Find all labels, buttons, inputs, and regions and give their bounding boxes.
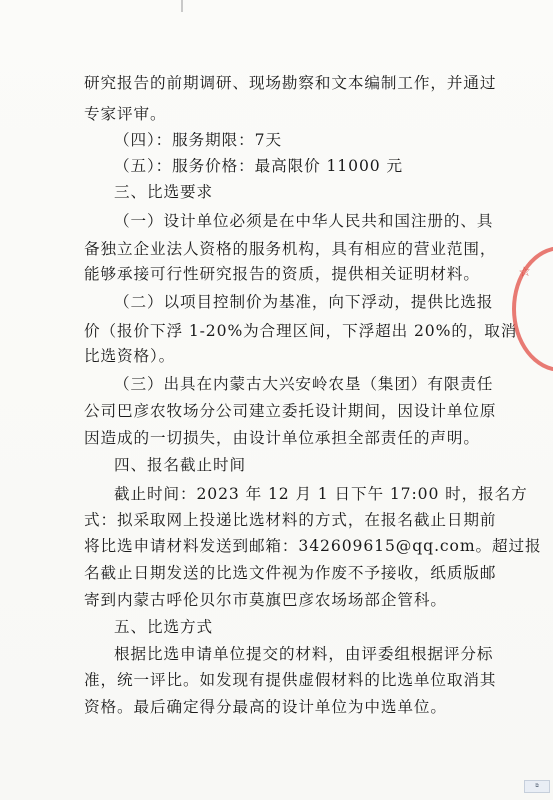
paragraph-line: （二）以项目控制价为基准，向下浮动，提供比选报 [114, 293, 494, 311]
paragraph-line: 将比选申请材料发送到邮箱：342609615@qq.com。超过报 [84, 537, 542, 555]
service-period-line: （四）：服务期限：7天 [114, 131, 282, 149]
page-edge-mark [181, 0, 183, 12]
section-heading: 四、报名截止时间 [114, 456, 246, 474]
paragraph-line: 式：拟采取网上投递比选材料的方式，在报名截止日期前 [84, 511, 497, 529]
paragraph-line: 准，统一评比。如发现有提供虚假材料的比选单位取消其 [84, 671, 497, 689]
paragraph-line: 根据比选申请单位提交的材料，由评委组根据评分标 [114, 645, 494, 663]
section-heading: 三、比选要求 [114, 183, 213, 201]
paragraph-line: （三）出具在内蒙古大兴安岭农垦（集团）有限责任 [114, 375, 494, 393]
paragraph-line: 专家评审。 [84, 105, 167, 123]
paragraph-line: 寄到内蒙古呼伦贝尔市莫旗巴彦农场场部企管科。 [84, 591, 447, 609]
section-heading: 五、比选方式 [114, 618, 213, 636]
paragraph-line: 价（报价下浮 1-20%为合理区间，下浮超出 20%的，取消 [84, 322, 518, 340]
scan-watermark-badge: ⧉ [524, 780, 550, 793]
red-seal-lettering: ☆ [517, 263, 533, 282]
paragraph-line: 备独立企业法人资格的服务机构，具有相应的营业范围， [84, 240, 497, 258]
paragraph-line: 资格。最后确定得分最高的设计单位为中选单位。 [84, 698, 447, 716]
paragraph-line: 比选资格）。 [84, 347, 176, 365]
paragraph-line: 研究报告的前期调研、现场勘察和文本编制工作，并通过 [84, 74, 497, 92]
paragraph-line: 截止时间：2023 年 12 月 1 日下午 17:00 时，报名方 [114, 485, 528, 503]
paragraph-line: 公司巴彦农牧场分公司建立委托设计期间，因设计单位原 [84, 402, 497, 420]
paragraph-line: 名截止日期发送的比选文件视为作废不予接收，纸质版邮 [84, 564, 497, 582]
paragraph-line: 能够承接可行性研究报告的资质，提供相关证明材料。 [84, 265, 480, 283]
service-price-line: （五）：服务价格：最高限价 11000 元 [114, 157, 403, 175]
paragraph-line: （一）设计单位必须是在中华人民共和国注册的、具 [114, 212, 494, 230]
paragraph-line: 因造成的一切损失，由设计单位承担全部责任的声明。 [84, 429, 480, 447]
